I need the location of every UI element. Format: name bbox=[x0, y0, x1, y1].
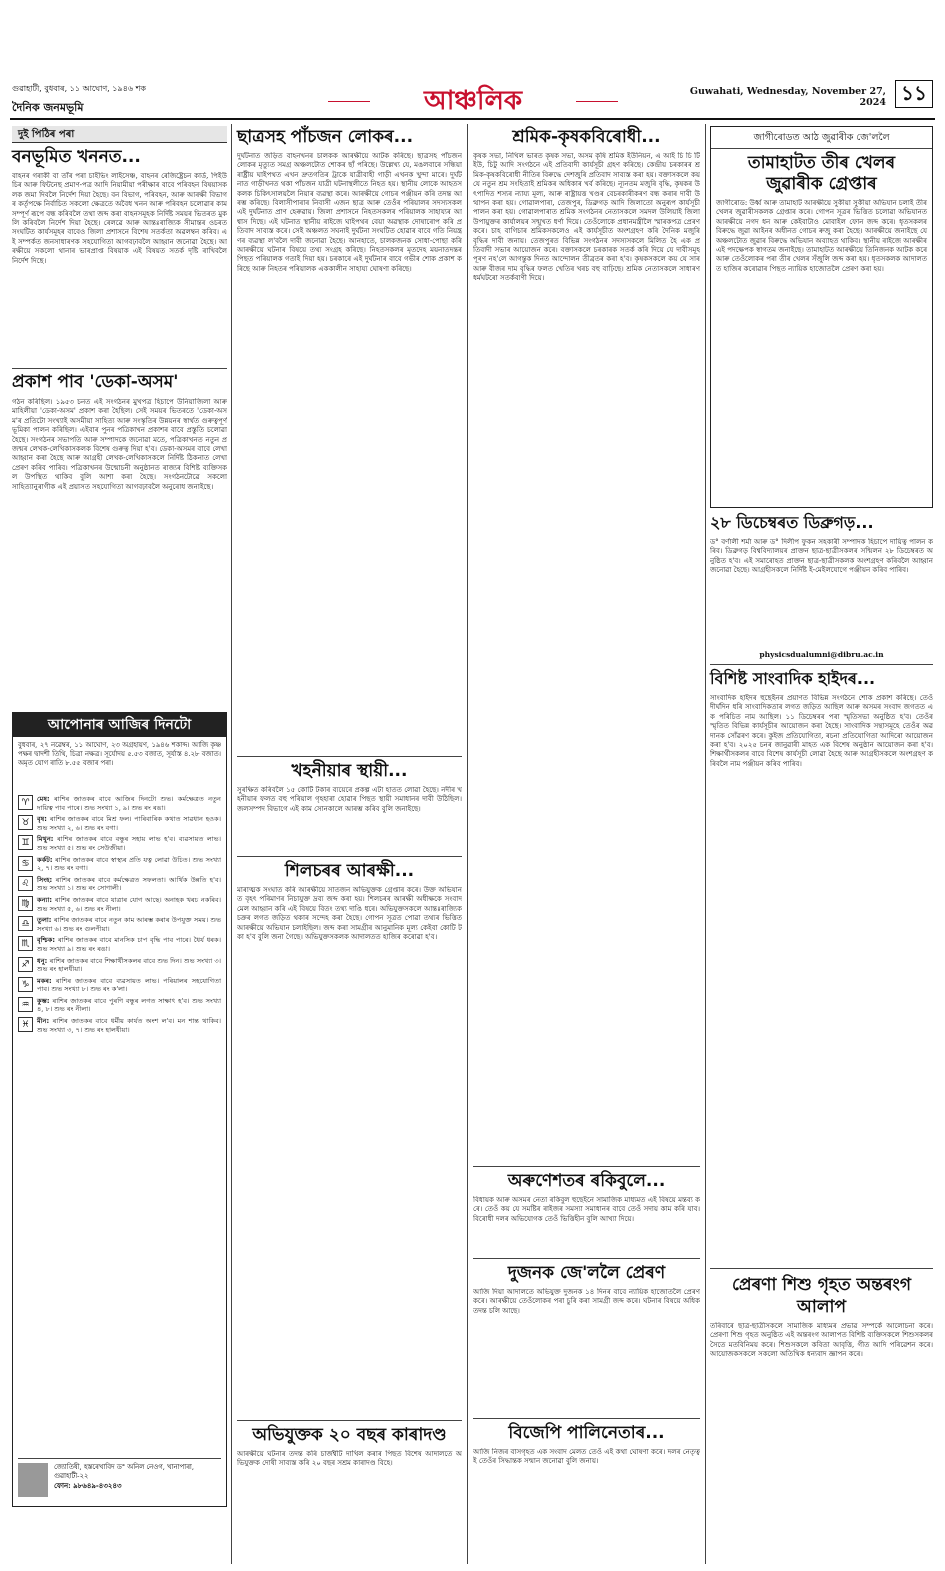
headline-dibrugarh-dec-28: ২৮ ডিচেম্বৰত ডিব্ৰুগড়... bbox=[710, 513, 874, 532]
sign-name: সিংহ: bbox=[37, 875, 56, 884]
headline-two-jailed: দুজনক জে'ললৈ প্ৰেৰণ bbox=[507, 1263, 666, 1283]
horoscope-intro: বুধবাৰ, ২৭ নৱেম্বৰ, ১১ আঘোণ, ২৩ অগ্ৰহায়ণ, ১৯৪৬ শকাব্দ। আজি কৃষ্ণ পক্ষৰ দ্বাদশী তিথি, চিত্ৰা নক্ষত্ৰ। সূৰ্যোদয় ৫.৫৩ বজাত, সূৰ্যাস্ত ৪.২৮ বজাত। অমৃত যোগ ৰাতি ৮.৫৫ বজাৰ পৰা। bbox=[18, 741, 221, 767]
article-five-killed: দুৰ্ঘটনাত জড়িত বাহনখনৰ চালকক আৰক্ষীয়ে আটক কৰিছে। ছাত্ৰসহ পাঁচজন লোকৰ মৃত্যুত সমগ্ৰ অঞ্চলটোত শোকৰ ছাঁ পৰিছে। উল্লেখ্য যে, মঙলবাৰে সন্ধিয়া ৰাষ্ট্ৰীয় ঘাইপথত এখন দ্ৰুতগতিৰ ট্ৰাকে যাত্ৰীবাহী গাড়ী এখনক খুন্দা মাৰে। দুৰ্ঘটনাত গাড়ীখনত থকা পাঁচজন যাত্ৰী ঘটনাস্থলীতে নিহত হয়। স্থানীয় লোকে আহতসকলক চিকিৎসালয়লৈ নিয়াৰ ব্যৱস্থা কৰে। আৰক্ষীয়ে গোচৰ পঞ্জীয়ন কৰি তদন্ত আৰম্ভ কৰিছে। বিলাসীপাৰাৰ নিবাসী এজন ছাত্ৰ আৰু তেওঁৰ পৰিয়ালৰ সদস্যসকল এই দুৰ্ঘটনাত প্ৰাণ হেৰুৱায়। জিলা প্ৰশাসনে নিহতসকলৰ পৰিয়ালক সাহায্যৰ আশ্বাস দিছে। এই ঘটনাত স্থানীয় ৰাইজে ঘাইপথৰ বেয়া অৱস্থাক দোষাৰোপ কৰি প্ৰতিবাদ সাব্যস্ত কৰে। সেই অঞ্চলত সঘনাই দুৰ্ঘটনা সংঘটিত হোৱাৰ বাবে গতি নিয়ন্ত্ৰণৰ ব্যৱস্থা ল'বলৈ দাবী জনোৱা হৈছে। আনহাতে, চালকজনক সোধা-পোছা কৰি আৰক্ষীয়ে ঘটনাৰ বিষয়ে তথ্য সংগ্ৰহ কৰিছে। নিহতসকলৰ মৃতদেহ ময়নাতদন্তৰ পিছত পৰিয়ালক গতাই দিয়া হয়। চৰকাৰে এই দুৰ্ঘটনাৰ বাবে গভীৰ শোক প্ৰকাশ কৰিছে আৰু নিহতৰ পৰিয়ালক এককালীন সাহায্য ঘোষণা কৰিছে। bbox=[237, 152, 462, 273]
continuation-tag: দুই পিঠিৰ পৰা bbox=[12, 126, 227, 143]
sign-text: ৰাশিৰ জাতকৰ বাবে মানসিক চাপ বৃদ্ধি পাব পাৰে। ধৈৰ্য ধৰক। শুভ সংখ্যা ৯। শুভ ৰং ৰঙা। bbox=[37, 936, 221, 953]
zodiac-icon: ♍ bbox=[18, 896, 33, 911]
zodiac-icon: ♉ bbox=[18, 815, 33, 830]
masthead-ornament-left bbox=[328, 101, 370, 102]
header-rule bbox=[10, 118, 935, 120]
right-dateline: Guwahati, Wednesday, November 27, 2024 bbox=[689, 86, 886, 108]
sign-text: ৰাশিৰ জাতকৰ বাবে পুৰণি বন্ধুৰ লগত সাক্ষাৎ হ'ব। শুভ সংখ্যা ৪, ৮। শুভ ৰং নীলা। bbox=[37, 996, 221, 1014]
zodiac-icon: ♓ bbox=[18, 1017, 33, 1032]
sign-name: বৃষ: bbox=[37, 815, 50, 824]
article-silchar-police: মাৰাত্মক সংঘাত কৰি আৰক্ষীয়ে সাতজন অভিযুক্তক গ্ৰেপ্তাৰ কৰে। উক্ত অভিযানত বৃহৎ পৰিমাণৰ নিচাযুক্ত দ্ৰব্য জব্দ কৰা হয়। শিলচৰৰ আৰক্ষী অধীক্ষকে সংবাদ মেল আহ্বান কৰি এই বিষয়ে বিতং তথ্য দাঙি ধৰে। অভিযুক্তসকলে আন্তঃৰাজ্যিক চক্ৰৰ লগত জড়িত থকাৰ সন্দেহ কৰা হৈছে। গোপন সূত্ৰত পোৱা তথ্যৰ ভিত্তিত আৰক্ষীয়ে অভিযান চলাইছিল। জব্দ কৰা সামগ্ৰীৰ আনুমানিক মূল্য কেইবা কোটি টকা হ'ব বুলি জনা গৈছে। অভিযুক্তসকলক আদালতত হাজিৰ কৰোৱা হ'ব। bbox=[237, 886, 462, 942]
rule bbox=[710, 664, 933, 665]
headline-journalist-haider: বিশিষ্ট সাংবাদিক হাইদৰ... bbox=[710, 669, 876, 688]
headline-five-killed: ছাত্ৰসহ পাঁচজন লোকৰ... bbox=[237, 127, 414, 147]
article-deka-asom: গঠন কৰিছিল। ১৯৫৩ চনত এই সংগঠনৰ মুখপত্ৰ হিচাপে উনিয়াজিলা আৰু মাহিলীয়া 'ডেকা-অসম' প্ৰকাশ কৰা হৈছিল। সেই সময়ৰ ভিতৰতে 'ডেকা-অসম'ৰ প্ৰতিটো সংখ্যাই অসমীয়া সাহিত্য আৰু সংস্কৃতিৰ উন্নয়নৰ স্বাৰ্থত গুৰুত্বপূৰ্ণ ভূমিকা পালন কৰিছিল। এইবাৰ পুনৰ পত্ৰিকাখন প্ৰকাশৰ বাবে প্ৰস্তুতি চলোৱা হৈছে। সংগঠনৰ সভাপতি আৰু সম্পাদকে জনোৱা মতে, পত্ৰিকাখনত নতুন প্ৰজন্মৰ লেখক-লেখিকাসকলক বিশেষ গুৰুত্ব দিয়া হ'ব। ডেকা-অসমৰ বাবে লেখা আহ্বান কৰা হৈছে আৰু আগ্ৰহী লেখক-লেখিকাসকলে নিৰ্দিষ্ট ঠিকনাত লেখা প্ৰেৰণ কৰিব পাৰিব। পত্ৰিকাখনৰ উন্মোচনী অনুষ্ঠানত ৰাজ্যৰ বিশিষ্ট ব্যক্তিসকল উপস্থিত থাকিব বুলি আশা কৰা হৈছে। সংগঠনটোৱে সকলো সাহিত্যানুৰাগীক এই প্ৰয়াসত সহযোগিতা আগবঢ়াবলৈ অনুৰোধ জনাইছে। bbox=[12, 398, 227, 491]
masthead-ornament-right bbox=[576, 101, 618, 102]
astrologer-phone: ফোন: ৯৮৬৪৯-৪৩২৪৩ bbox=[54, 1481, 122, 1490]
sign-name: মিথুন: bbox=[37, 835, 58, 844]
left-paper-name: দৈনিক জনমভূমি bbox=[12, 101, 84, 114]
sign-name: মেষ: bbox=[37, 795, 55, 803]
sign-text: ৰাশিৰ জাতকৰ বাবে যাত্ৰাৰ যোগ আছে। অনাহক খৰচ নকৰিব। শুভ সংখ্যা ৫, ৬। শুভ ৰং নীলা। bbox=[37, 895, 221, 913]
sign-text: ৰাশিৰ জাতকৰ বাবে কৰ্মক্ষেত্ৰত সফলতা। আৰ্থিক উন্নতি হ'ব। শুভ সংখ্যা ১। শুভ ৰং সোণালী। bbox=[37, 875, 221, 893]
article-tamahat-gamblers: জাগীৰোড: উৰ্ধ্ব আৰু তামাহাট আৰক্ষীয়ে সুকীয়া সুকীয়া অভিযান চলাই তীৰ খেলৰ জুৱাৰীসকলক গ্ৰেপ্তাৰ কৰে। গোপন সূত্ৰৰ ভিত্তিত চলোৱা অভিযানত আৰক্ষীয়ে নগদ ধন আৰু কেইবাটাও মোবাইল ফোন জব্দ কৰে। ধৃতসকলৰ বিৰুদ্ধে জুৱা আইনৰ অধীনত গোচৰ ৰুজু কৰা হৈছে। আৰক্ষীয়ে জনাইছে যে অঞ্চলটোত জুৱাৰ বিৰুদ্ধে অভিযান অব্যাহত থাকিব। স্থানীয় ৰাইজে আৰক্ষীৰ এই পদক্ষেপক স্বাগতম জনাইছে। তামাহাটত আৰক্ষীয়ে তিনিজনক আটক কৰে আৰু তেওঁলোকৰ পৰা তীৰ খেলৰ সঁজুলি জব্দ কৰা হয়। ধৃতসকলক আদালতত হাজিৰ কৰোৱাৰ পিছত ন্যায়িক হাজোতলৈ প্ৰেৰণ কৰা হয়। bbox=[716, 199, 928, 273]
headline-deka-asom: প্ৰকাশ পাব 'ডেকা-অসম' bbox=[12, 372, 179, 392]
zodiac-icon: ♏ bbox=[18, 936, 33, 951]
sign-name: কুম্ভ: bbox=[37, 996, 53, 1005]
zodiac-icon: ♋ bbox=[18, 856, 33, 871]
astrologer-credit bbox=[18, 1458, 221, 1500]
horoscope-box bbox=[12, 712, 227, 1507]
zodiac-icon: ♐ bbox=[18, 957, 33, 972]
alumni-email: physicsdualumni@dibru.ac.in bbox=[759, 650, 884, 659]
zodiac-icon: ♎ bbox=[18, 916, 33, 931]
headline-tamahat-gamblers: তামাহাটত তীৰ খেলৰ জুৱাৰীক গ্ৰেপ্তাৰ bbox=[747, 153, 896, 194]
masthead: আঞ্চলিক bbox=[423, 86, 523, 116]
sign-text: ৰাশিৰ জাতকৰ বাবে ধৰ্মীয় কাৰ্যত অংশ ল'ব। মন শান্ত থাকিব। শুভ সংখ্যা ৩, ৭। শুভ ৰং হালধীয়া। bbox=[37, 1017, 221, 1034]
sign-name: তুলা: bbox=[37, 916, 54, 925]
sign-name: কন্যা: bbox=[37, 895, 55, 904]
article-rakibul: বিধায়ক আৰু অসমৰ নেতা ৰকিবুল হুছেইনে সামাজিক মাধ্যমত এই বিষয়ে মন্তব্য কৰে। তেওঁ কয় যে সমষ্টিৰ ৰাইজৰ সমস্যা সমাধানৰ বাবে তেওঁ সদায় কাম কৰি যাব। বিৰোধী দলৰ অভিযোগক তেওঁ ভিত্তিহীন বুলি আখ্যা দিয়ে। bbox=[473, 1196, 700, 1223]
article-forest-excavation: বাহনৰ গৰাকী বা তাঁৰ পৰা চাইভিং লাইসেঞ্চ, বাহনৰ ৰেজিষ্ট্ৰেচন কাৰ্ড, পিইউচিৰ আৰু ফিটনেছ প্ৰমাণ-পত্ৰ আদি নিয়ামীয়া পৰীক্ষাৰ বাবে পৰিবহন বিষয়াসকলক জমা দিবলৈ নিৰ্দেশ দিয়া হৈছে। বন বিভাগ, পৰিবহন, আৰু আৰক্ষী বিভাগৰ কৰ্তৃপক্ষে নিৰ্বাচিত সকলো ক্ষেত্ৰতে অবৈধ খনন আৰু পৰিবহন চলোৱাৰ কাম সম্পূৰ্ণ ৰূপে বন্ধ কৰিবলৈ তথা জব্দ কৰা বাহনসমূহক নিৰ্দিষ্ট সময়ৰ ভিতৰত মুকলি কৰিবলৈ নিৰ্দেশ দিয়া হৈছে। ৰেলৱে আৰু আন্তঃৰাজ্যিক সীমান্তৰ ওচৰত সংঘটিত কাৰ্যসমূহৰ বাবেও জিলা প্ৰশাসনে বিশেষ সতৰ্কতা অৱলম্বন কৰিব। এই সম্পৰ্কত জনসাধাৰণক সহযোগিতা আগবঢ়াবলৈ আহ্বান জনোৱা হৈছে। আৰক্ষীয়ে সকলো থানাৰ ভাৰপ্ৰাপ্ত বিষয়াক এই বিষয়ত সতৰ্ক দৃষ্টি ৰাখিবলৈ নিৰ্দেশ দিছে। bbox=[12, 172, 227, 265]
headline-prerana-children-home: প্ৰেৰণা শিশু গৃহত অন্তৰংগ আলাপ bbox=[732, 1275, 911, 1317]
horoscope-sign-row bbox=[18, 876, 221, 893]
horoscope-sign-row bbox=[18, 896, 221, 913]
column-divider bbox=[467, 124, 468, 1564]
sign-text: ৰাশিৰ জাতকৰ বাবে ব্যৱসায়ত লাভ। পৰিয়ালৰ সহযোগিতা পাব। শুভ সংখ্যা ৮। শুভ ৰং ক'লা। bbox=[37, 976, 221, 994]
rule bbox=[237, 756, 462, 757]
horoscope-sign-row bbox=[18, 997, 221, 1014]
rule bbox=[12, 368, 227, 369]
rule bbox=[237, 1420, 462, 1421]
sign-text: ৰাশিৰ জাতকৰ বাবে শিক্ষাৰ্থীসকলৰ বাবে শুভ দিন। শুভ সংখ্যা ৩। শুভ ৰং হালধীয়া। bbox=[37, 956, 221, 974]
horoscope-sign-list bbox=[13, 793, 226, 1039]
sign-name: মীন: bbox=[37, 1017, 53, 1026]
sign-text: ৰাশিৰ জাতকৰ বাবে নতুন কাম আৰম্ভ কৰাৰ উপযুক্ত সময়। শুভ সংখ্যা ৬। শুভ ৰং গুলপীয়া। bbox=[37, 916, 221, 933]
horoscope-sign-row bbox=[18, 795, 221, 812]
sign-text: ৰাশিৰ জাতকৰ বাবে আজিৰ দিনটো শুভ। কৰ্মক্ষেত্ৰত নতুন দায়িত্ব পাব পাৰে। শুভ সংখ্যা ১, ৯। শুভ ৰং ৰঙা। bbox=[37, 795, 221, 812]
sign-text: ৰাশিৰ জাতকৰ বাবে মিশ্ৰ ফল। পাৰিবাৰিক কথাত সাৱধান হওক। শুভ সংখ্যা ২, ৬। শুভ ৰং বগা। bbox=[37, 815, 221, 832]
sign-name: বৃশ্চিক: bbox=[37, 936, 58, 945]
left-dateline: গুৱাহাটী, বুধবাৰ, ১১ আঘোণ, ১৯৪৬ শক bbox=[12, 84, 146, 93]
zodiac-icon: ♒ bbox=[18, 997, 33, 1012]
horoscope-sign-row bbox=[18, 977, 221, 994]
sign-name: কৰ্কট: bbox=[37, 855, 56, 864]
gamblers-kicker: জাগীৰোডত আঠ জুৱাৰীক জে'ললৈ bbox=[711, 127, 932, 149]
article-bjp-leader: আজি নিজৰ বাসগৃহত এক সংবাদ মেলত তেওঁ এই কথা ঘোষণা কৰে। দলৰ নেতৃত্বই তেওঁৰ সিদ্ধান্তক সন্মান জনোৱা বুলি জনায়। bbox=[473, 1448, 700, 1466]
gamblers-box bbox=[710, 126, 933, 508]
article-erosion: সুৰক্ষিত কৰিবলৈ ১৫ কোটি টকাৰ ব্যয়েৰে প্ৰকল্প এটা হাতত লোৱা হৈছে। নদীৰ খহনীয়াৰ ফলত বহু পৰিয়াল গৃহহাৰা হোৱাৰ পিছত স্থায়ী সমাধানৰ দাবী উঠিছিল। জলসম্পদ বিভাগে এই কাম সোনকালে আৰম্ভ কৰিব বুলি জনাইছে। bbox=[237, 786, 462, 813]
zodiac-icon: ♊ bbox=[18, 835, 33, 850]
astrologer-name: জ্যোতিষী, হস্তৰেখাবিদ ড° অনিল নেওগ, খানাপাৰা, গুৱাহাটী-২২ bbox=[54, 1463, 195, 1480]
sign-text: ৰাশিৰ জাতকৰ বাবে বন্ধুৰ সহায় লাভ হ'ব। ব্যৱসায়ত লাভ। শুভ সংখ্যা ৫। শুভ ৰং সেউজীয়া। bbox=[37, 835, 222, 852]
astrologer-photo bbox=[18, 1463, 48, 1497]
column-divider bbox=[705, 124, 706, 1564]
article-prerana-children-home: তৰিবাৰে ছাত্ৰ-ছাত্ৰীসকলে সামাজিক মাধ্যমৰ প্ৰভাৱ সম্পৰ্কে আলোচনা কৰে। প্ৰেৰণা শিশু গৃহত অনুষ্ঠিত এই অন্তৰংগ আলাপত বিশিষ্ট ব্যক্তিসকলে শিশুসকলৰ সৈতে মতবিনিময় কৰে। শিশুসকলে কবিতা আবৃত্তি, গীত আদি পৰিৱেশন কৰে। আয়োজকসকলে সকলো অতিথিক ধন্যবাদ জ্ঞাপন কৰে। bbox=[710, 1322, 933, 1359]
column-divider bbox=[231, 124, 232, 1564]
rule bbox=[710, 1268, 933, 1269]
headline-anti-worker-farmer: শ্ৰমিক-কৃষকবিৰোধী... bbox=[512, 127, 661, 147]
horoscope-sign-row bbox=[18, 815, 221, 832]
horoscope-sign-row bbox=[18, 835, 221, 852]
headline-20-year-sentence: অভিযুক্তক ২০ বছৰ কাৰাদণ্ড bbox=[252, 1425, 447, 1445]
article-two-jailed: আজি দিয়া আদালতে অভিযুক্ত দুজনক ১৪ দিনৰ বাবে ন্যায়িক হাজোতলৈ প্ৰেৰণ কৰে। আৰক্ষীয়ে তেওঁলোকৰ পৰা চুৰি কৰা সামগ্ৰী জব্দ কৰে। ঘটনাৰ বিষয়ে অধিক তদন্ত চলি আছে। bbox=[473, 1288, 700, 1315]
horoscope-sign-row bbox=[18, 936, 221, 953]
sign-name: ধনু: bbox=[37, 956, 50, 965]
headline-bjp-leader: বিজেপি পালিনেতাৰ... bbox=[508, 1423, 665, 1443]
article-20-year-sentence: আৰক্ষীয়ে ঘটনাৰ তদন্ত কৰি চাৰ্জশ্বীট দাখিল কৰাৰ পিছত বিশেষ আদালতে অভিযুক্তক দোষী সাব্যস্ত কৰি ২০ বছৰ সশ্ৰম কাৰাদণ্ড বিহে। bbox=[237, 1450, 462, 1468]
zodiac-icon: ♌ bbox=[18, 876, 33, 891]
zodiac-icon: ♑ bbox=[18, 977, 33, 992]
headline-rakibul: অৰুণেশতৰ ৰকিবুলে... bbox=[507, 1171, 666, 1191]
rule bbox=[473, 1166, 700, 1167]
horoscope-sign-row bbox=[18, 856, 221, 873]
article-journalist-haider: সাংবাদিক হাইদৰ হুছেইনৰ প্ৰয়াণত বিভিন্ন সংগঠনে শোক প্ৰকাশ কৰিছে। তেওঁ দীৰ্ঘদিন ধৰি সাংবাদিকতাৰ লগত জড়িত আছিল আৰু অসমৰ সংবাদ জগতত এক পৰিচিত নাম আছিল। ১১ ডিচেম্বৰৰ পৰা স্মৃতিসভা অনুষ্ঠিত হ'ব। তেওঁৰ স্মৃতিত বিভিন্ন কাৰ্যসূচীৰ আয়োজন কৰা হৈছে। সাংবাদিক সন্থাসমূহে তেওঁৰ অৱদানক সোঁৱৰণ কৰে। কুইজ প্ৰতিযোগিতা, ৰচনা প্ৰতিযোগিতা আদিৰো আয়োজন কৰা হ'ব। ২০২৫ চনৰ জানুৱাৰী মাহত এক বিশেষ অনুষ্ঠান আয়োজন কৰা হ'ব। শিক্ষাৰ্থীসকলৰ বাবে বিশেষ কাৰ্যসূচী লোৱা হৈছে আৰু আগ্ৰহীসকলে অংশগ্ৰহণ কৰিবলৈ নাম পঞ্জীয়ন কৰিব পাৰিব। bbox=[710, 694, 933, 768]
horoscope-sign-row bbox=[18, 1017, 221, 1034]
sign-text: ৰাশিৰ জাতকৰ বাবে স্বাস্থ্যৰ প্ৰতি যত্ন লোৱা উচিত। শুভ সংখ্যা ২, ৭। শুভ ৰং বগা। bbox=[37, 855, 221, 873]
horoscope-sign-row bbox=[18, 916, 221, 933]
article-anti-worker-farmer: কৃষক সভা, নিখিল ভাৰত কৃষক সভা, অসম কৃষি শ্ৰমিক ইউনিয়ন, এ আই চি চি টি ইউ, চিটু আদি সংগঠনে এই প্ৰতিবাদী কাৰ্যসূচী গ্ৰহণ কৰিছে। কেন্দ্ৰীয় চৰকাৰৰ শ্ৰমিক-কৃষকবিৰোধী নীতিৰ বিৰুদ্ধে দেশজুৰি প্ৰতিবাদ সাব্যস্ত কৰা হয়। বক্তাসকলে কয় যে নতুন শ্ৰম সংহিতাই শ্ৰমিকৰ অধিকাৰ খৰ্ব কৰিছে। ন্যূনতম মজুৰি বৃদ্ধি, কৃষকৰ উৎপাদিত শস্যৰ ন্যায্য মূল্য, আৰু ৰাষ্ট্ৰায়ত্ত খণ্ডৰ বেচৰকাৰীকৰণ বন্ধ কৰাৰ দাবী উত্থাপন কৰা হয়। গোৱালপাৰা, তেজপুৰ, ডিব্ৰুগড় আদি জিলাতো অনুৰূপ কাৰ্যসূচী পালন কৰা হয়। গোৱালপাৰাত শ্ৰমিক সংগঠনৰ নেতাসকলে সমদল উলিয়াই জিলা উপায়ুক্তৰ কাৰ্যালয়ৰ সন্মুখত ধৰ্ণা দিয়ে। তেওঁলোকে প্ৰধানমন্ত্ৰীলৈ স্মাৰকপত্ৰ প্ৰেৰণ কৰে। চাহ বাগিচাৰ শ্ৰমিকসকলেও এই কাৰ্যসূচীত অংশগ্ৰহণ কৰি দৈনিক মজুৰি বৃদ্ধিৰ দাবী জনায়। তেজপুৰত বিভিন্ন সংগঠনৰ সদস্যসকলে মিলিত হৈ এক প্ৰতিবাদী সভাৰ আয়োজন কৰে। বক্তাসকলে চৰকাৰক সতৰ্ক কৰি দিয়ে যে দাবীসমূহ পূৰণ নহ'লে আগন্তুক দিনত আন্দোলন তীব্ৰতৰ কৰা হ'ব। কৃষকসকলে কয় যে সাৰ আৰু বীজৰ দাম বৃদ্ধিৰ ফলত খেতিৰ খৰচ বহু বাঢ়িছে। শ্ৰমিক নেতাসকলে সাধাৰণ ধৰ্মঘটৰো সতৰ্কবাণী দিয়ে। bbox=[473, 152, 700, 283]
rule bbox=[237, 856, 462, 857]
rule bbox=[473, 1258, 700, 1259]
horoscope-sign-row bbox=[18, 957, 221, 974]
headline-erosion: খহনীয়াৰ স্থায়ী... bbox=[291, 761, 408, 781]
article-dibrugarh-dec-28: ড° বৰ্ণালী শৰ্মা আৰু ড° দিলীপ ফুকন সহকাৰী সম্পাদক হিচাপে দায়িত্ব পালন কৰিব। ডিব্ৰুগড় বিশ্ববিদ্যালয়ৰ প্ৰাক্তন ছাত্ৰ-ছাত্ৰীসকলৰ সন্মিলন ২৮ ডিচেম্বৰত অনুষ্ঠিত হ'ব। এই সমাৰোহত প্ৰাক্তন ছাত্ৰ-ছাত্ৰীসকলক অংশগ্ৰহণ কৰিবলৈ আহ্বান জনোৱা হৈছে। আগ্ৰহীসকলে নিৰ্দিষ্ট ই-মেইলযোগে পঞ্জীয়ন কৰিব পাৰিব। bbox=[710, 538, 933, 575]
headline-forest-excavation: বনভূমিত খননত... bbox=[12, 147, 141, 167]
sign-name: মকৰ: bbox=[37, 976, 56, 985]
rule bbox=[473, 1418, 700, 1419]
headline-silchar-police: শিলচৰৰ আৰক্ষী... bbox=[284, 861, 415, 881]
page-number: ১১ bbox=[895, 80, 933, 108]
horoscope-title: আপোনাৰ আজিৰ দিনটো bbox=[13, 713, 226, 737]
zodiac-icon: ♈ bbox=[18, 795, 33, 810]
